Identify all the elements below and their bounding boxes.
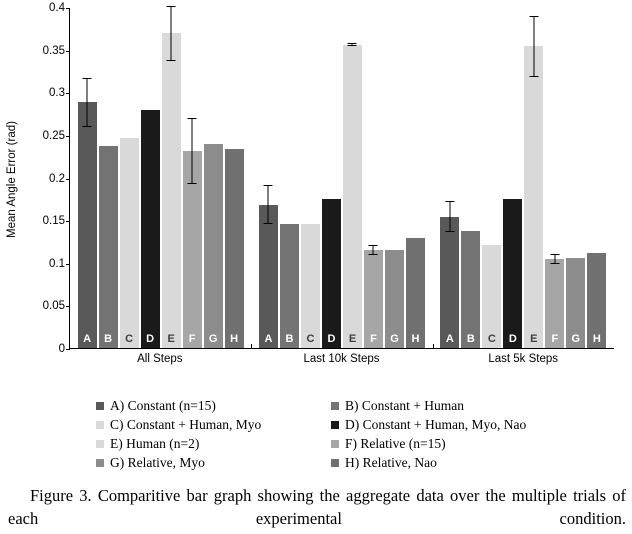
legend-label: A) Constant (n=15) — [110, 397, 216, 413]
bar-column — [524, 8, 543, 348]
bar-letter: H — [411, 333, 420, 345]
y-tick-label: 0 — [58, 343, 65, 355]
bar-a — [78, 102, 97, 348]
y-tick-label: 0.05 — [42, 300, 65, 313]
error-bar — [192, 118, 193, 184]
bar-letter: G — [571, 333, 581, 345]
bar-e — [162, 33, 181, 348]
error-bar — [268, 185, 269, 224]
bar-letter: G — [390, 333, 399, 345]
bar-letter: C — [125, 333, 134, 345]
bar-groups — [70, 8, 614, 348]
legend-item — [331, 415, 566, 434]
legend-swatch — [96, 421, 104, 429]
bar-letter: D — [508, 333, 517, 345]
x-axis-label: Last 5k Steps — [488, 353, 558, 365]
y-tick-label: 0.25 — [42, 129, 65, 142]
caption-line-2: data over the multiple trials of each experimental condition. — [8, 486, 626, 528]
plot-area — [42, 2, 614, 355]
error-bar — [352, 43, 353, 46]
y-tick-label: 0.2 — [49, 172, 65, 185]
bar-column — [280, 8, 299, 348]
legend-label: E) Human (n=2) — [110, 435, 200, 451]
bar-letter: F — [551, 333, 559, 345]
bar-column — [503, 8, 522, 348]
bar-letter: A — [264, 333, 273, 345]
bar-letter: C — [306, 333, 315, 345]
legend-item — [96, 453, 331, 472]
x-axis-label: All Steps — [137, 353, 183, 365]
bar-letter: D — [327, 333, 336, 345]
y-tick-label: 0.1 — [49, 257, 65, 270]
bar-e — [343, 45, 362, 348]
bar-b — [461, 231, 480, 348]
bars — [251, 8, 432, 348]
bar-b — [280, 224, 299, 348]
error-bar — [449, 201, 450, 232]
group-separator — [433, 344, 434, 349]
bar-column — [204, 8, 223, 348]
legend-swatch — [331, 440, 339, 448]
bar-letter: E — [530, 333, 538, 345]
bar-column — [440, 8, 459, 348]
bar-letter: B — [285, 333, 294, 345]
bar-letter: H — [230, 333, 239, 345]
bar-letter: H — [592, 333, 601, 345]
y-tick-mark — [66, 349, 70, 350]
y-tick-label: 0.15 — [42, 215, 65, 228]
legend-swatch — [331, 459, 339, 467]
y-tick-label: 0.4 — [49, 2, 65, 14]
bar-column — [225, 8, 244, 348]
bar-column — [120, 8, 139, 348]
bar-column — [587, 8, 606, 348]
bar-column — [162, 8, 181, 348]
legend-label: H) Relative, Nao — [345, 454, 437, 470]
bar-letter: A — [83, 333, 92, 345]
bar-column — [482, 8, 501, 348]
legend-item — [331, 396, 566, 415]
bar-group — [433, 8, 614, 348]
bar-column — [545, 8, 564, 348]
bar-column — [322, 8, 341, 348]
bar-column — [259, 8, 278, 348]
legend-swatch — [96, 440, 104, 448]
y-axis-label: Mean Angle Error (rad) — [6, 121, 18, 239]
bar-letter: D — [146, 333, 155, 345]
bar-letter: E — [167, 333, 175, 345]
legend-item — [96, 415, 331, 434]
bar-letter: B — [466, 333, 475, 345]
bar-h — [406, 238, 425, 348]
bar-letter: G — [208, 333, 218, 345]
legend-item — [96, 434, 331, 453]
legend-item — [96, 396, 331, 415]
legend-label: B) Constant + Human — [345, 397, 464, 413]
legend-label: G) Relative, Myo — [110, 454, 205, 470]
legend-swatch — [96, 459, 104, 467]
y-tick-label: 0.35 — [42, 44, 65, 57]
bars — [433, 8, 614, 348]
caption-line-1: Figure 3. Comparitive bar graph showing the aggregate — [30, 486, 411, 505]
bar-letter: C — [487, 333, 496, 345]
bar-column — [99, 8, 118, 348]
legend-label: F) Relative (n=15) — [345, 435, 446, 451]
bar-column — [406, 8, 425, 348]
bar-group — [70, 8, 251, 348]
error-bar — [373, 245, 374, 255]
error-bar — [533, 16, 534, 77]
chart-legend — [96, 396, 566, 472]
figure-caption — [8, 484, 626, 530]
group-separator — [251, 344, 252, 349]
bar-column — [461, 8, 480, 348]
bar-column — [566, 8, 585, 348]
bar-letter: F — [188, 333, 196, 345]
bar-column — [385, 8, 404, 348]
bar-a — [440, 217, 459, 348]
bars — [70, 8, 251, 348]
bar-column — [78, 8, 97, 348]
bar-letter: F — [370, 333, 377, 345]
legend-swatch — [331, 402, 339, 410]
bar-letter: E — [348, 333, 357, 345]
bar-c — [120, 138, 139, 348]
bar-letter: B — [104, 333, 113, 345]
error-bar — [87, 78, 88, 127]
bar-column — [301, 8, 320, 348]
bar-h — [225, 149, 244, 348]
legend-item — [331, 453, 566, 472]
bar-d — [503, 199, 522, 348]
bar-c — [301, 224, 320, 348]
bar-column — [183, 8, 202, 348]
legend-item — [331, 434, 566, 453]
bar-e — [524, 46, 543, 348]
legend-label: D) Constant + Human, Myo, Nao — [345, 416, 527, 432]
error-bar — [171, 6, 172, 61]
bar-column — [141, 8, 160, 348]
bar-column — [364, 8, 383, 348]
bar-column — [343, 8, 362, 348]
bar-group — [251, 8, 432, 348]
legend-label: C) Constant + Human, Myo — [110, 416, 262, 432]
legend-swatch — [96, 402, 104, 410]
bar-b — [99, 146, 118, 348]
error-bar — [554, 254, 555, 264]
bar-a — [259, 205, 278, 348]
bar-d — [322, 199, 341, 348]
x-axis-label: Last 10k Steps — [303, 353, 380, 365]
bar-g — [204, 144, 223, 348]
bar-d — [141, 110, 160, 348]
bar-letter: A — [445, 333, 454, 345]
legend-swatch — [331, 421, 339, 429]
y-tick-label: 0.3 — [49, 87, 65, 100]
